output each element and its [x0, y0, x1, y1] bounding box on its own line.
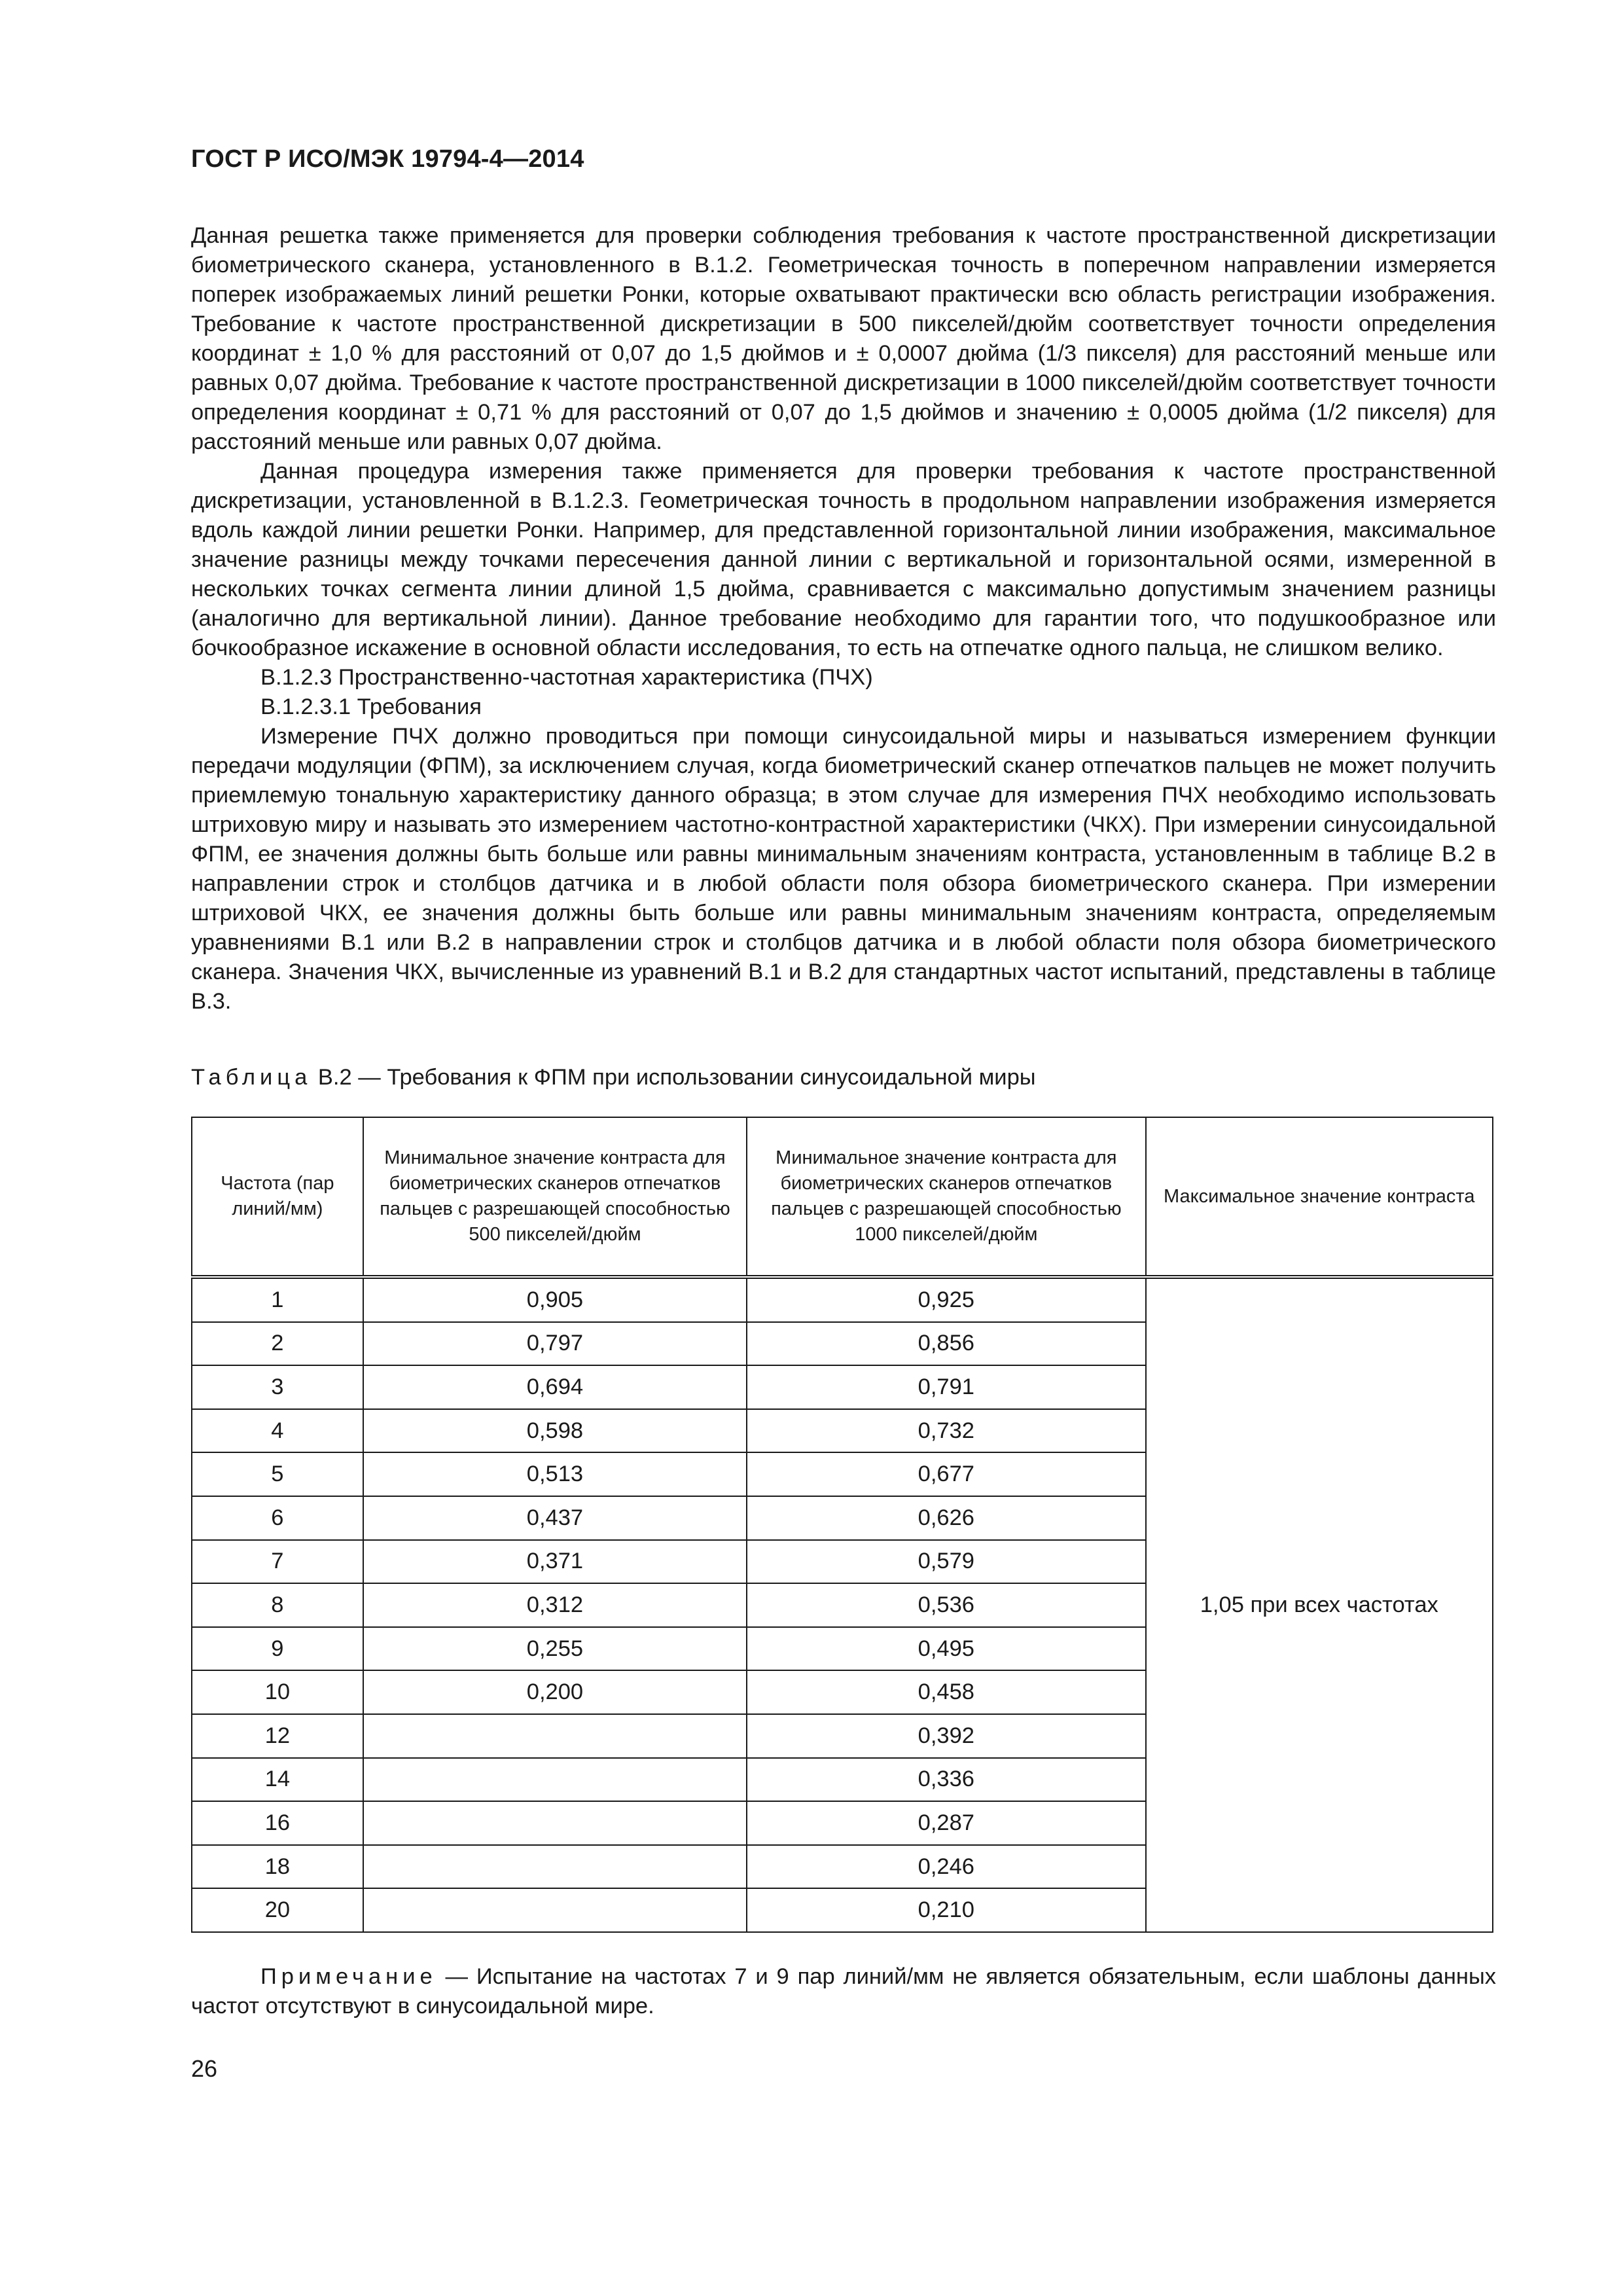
cell-min-1000: 0,495: [747, 1627, 1145, 1671]
cell-min-500: [363, 1758, 747, 1802]
cell-frequency: 14: [192, 1758, 363, 1802]
cell-min-1000: 0,210: [747, 1888, 1145, 1932]
header-min-1000: Минимальное значение контраста для биометрических сканеров отпечатков пальцев с разрешающей способностью 1000 пикселей/дюйм: [747, 1117, 1145, 1277]
cell-frequency: 8: [192, 1583, 363, 1627]
cell-frequency: 5: [192, 1452, 363, 1496]
document-header: ГОСТ Р ИСО/МЭК 19794-4—2014: [191, 145, 584, 173]
cell-min-1000: 0,677: [747, 1452, 1145, 1496]
cell-min-500: 0,513: [363, 1452, 747, 1496]
cell-min-1000: 0,791: [747, 1365, 1145, 1409]
cell-frequency: 10: [192, 1670, 363, 1714]
cell-min-500: [363, 1845, 747, 1889]
cell-min-500: 0,255: [363, 1627, 747, 1671]
cell-frequency: 7: [192, 1540, 363, 1584]
cell-frequency: 1: [192, 1277, 363, 1322]
cell-frequency: 16: [192, 1801, 363, 1845]
header-frequency: Частота (пар линий/мм): [192, 1117, 363, 1277]
cell-min-500: 0,437: [363, 1496, 747, 1540]
table-header-row: [192, 1117, 1493, 1277]
cell-min-500: [363, 1888, 747, 1932]
cell-min-500: [363, 1801, 747, 1845]
cell-min-1000: 0,536: [747, 1583, 1145, 1627]
cell-min-500: 0,905: [363, 1277, 747, 1322]
note-text: — Испытание на частотах 7 и 9 пар линий/мм не является обязательным, если шаблоны данных частот отсутствуют в синусоидальной мире.: [191, 1964, 1496, 2018]
cell-min-500: 0,312: [363, 1583, 747, 1627]
subsection-heading: В.1.2.3.1 Требования: [260, 694, 482, 719]
table-note: [191, 1962, 1496, 2021]
cell-min-500: [363, 1714, 747, 1758]
cell-min-1000: 0,856: [747, 1322, 1145, 1366]
cell-min-500: 0,371: [363, 1540, 747, 1584]
cell-frequency: 4: [192, 1409, 363, 1453]
cell-frequency: 9: [192, 1627, 363, 1671]
cell-min-1000: 0,579: [747, 1540, 1145, 1584]
cell-min-1000: 0,925: [747, 1277, 1145, 1322]
table-caption-title: В.2 — Требования к ФПМ при использовании синусоидальной миры: [312, 1065, 1036, 1090]
header-max-contrast: Максимальное значение контраста: [1146, 1117, 1493, 1277]
cell-min-1000: 0,336: [747, 1758, 1145, 1802]
note-label: Примечание: [260, 1964, 437, 1989]
table-row: [192, 1277, 1493, 1322]
cell-min-1000: 0,626: [747, 1496, 1145, 1540]
requirements-table: [191, 1117, 1493, 1933]
body-text: [191, 221, 1496, 1016]
cell-min-500: 0,200: [363, 1670, 747, 1714]
cell-frequency: 12: [192, 1714, 363, 1758]
cell-max-contrast: 1,05 при всех частотах: [1146, 1277, 1493, 1932]
header-min-500: Минимальное значение контраста для биометрических сканеров отпечатков пальцев с разрешающей способностью 500 пикселей/дюйм: [363, 1117, 747, 1277]
cell-min-500: 0,598: [363, 1409, 747, 1453]
table-caption-label: Таблица: [191, 1065, 312, 1090]
cell-min-1000: 0,392: [747, 1714, 1145, 1758]
cell-frequency: 18: [192, 1845, 363, 1889]
cell-frequency: 6: [192, 1496, 363, 1540]
note-paragraph: [191, 1962, 1496, 2021]
cell-frequency: 3: [192, 1365, 363, 1409]
cell-min-1000: 0,458: [747, 1670, 1145, 1714]
cell-frequency: 2: [192, 1322, 363, 1366]
cell-min-1000: 0,732: [747, 1409, 1145, 1453]
paragraph: Измерение ПЧХ должно проводиться при помощи синусоидальной миры и называться измерением функции передачи модуляции (ФПМ), за исключением случая, когда биометрический сканер отпечатков пальцев не может получить приемлемую тональную характеристику данного образца; в этом случае для измерения ПЧХ необходимо использовать штриховую миру и называть это измерением частотно-контрастной характеристики (ЧКХ). При измерении синусоидальной ФПМ, ее значения должны быть больше или равны минимальным значениям контраста, установленным в таблице В.2 в направлении строк и столбцов датчика и в любой области поля обзора биометрического сканера. При измерении штриховой ЧКХ, ее значения должны быть больше или равны минимальным значениям контраста, определяемым уравнениями В.1 или В.2 в направлении строк и столбцов датчика и в любой области поля обзора биометрического сканера. Значения ЧКХ, вычисленные из уравнений В.1 и В.2 для стандартных частот испытаний, представлены в таблице В.3.: [191, 724, 1496, 1014]
table-caption: [191, 1063, 1036, 1092]
paragraph: Данная процедура измерения также применяется для проверки требования к частоте пространственной дискретизации, установленной в В.1.2.3. Геометрическая точность в продольном направлении изображения измеряется вдоль каждой линии решетки Ронки. Например, для представленной горизонтальной линии изображения, максимальное значение разницы между точками пересечения данной линии с вертикальной и горизонтальной осями, измеренной в нескольких точках сегмента линии длиной 1,5 дюйма, сравнивается с максимально допустимым значением разницы (аналогично для вертикальной линии). Данное требование необходимо для гарантии того, что подушкообразное или бочкообразное искажение в основной области исследования, то есть на отпечатке одного пальца, не слишком велико.: [191, 459, 1496, 660]
paragraph: Данная решетка также применяется для проверки соблюдения требования к частоте пространственной дискретизации биометрического сканера, установленного в В.1.2. Геометрическая точность в поперечном направлении измеряется поперек изображаемых линий решетки Ронки, которые охватывают практически всю область регистрации изображения. Требование к частоте пространственной дискретизации в 500 пикселей/дюйм соответствует точности определения координат ± 1,0 % для расстояний от 0,07 до 1,5 дюймов и ± 0,0007 дюйма (1/3 пикселя) для расстояний меньше или равных 0,07 дюйма. Требование к частоте пространственной дискретизации в 1000 пикселей/дюйм соответствует точности определения координат ± 0,71 % для расстояний от 0,07 до 1,5 дюймов и значению ± 0,0005 дюйма (1/2 пикселя) для расстояний меньше или равных 0,07 дюйма.: [191, 223, 1496, 454]
cell-min-500: 0,694: [363, 1365, 747, 1409]
section-heading: В.1.2.3 Пространственно-частотная характеристика (ПЧХ): [260, 665, 873, 690]
cell-min-1000: 0,287: [747, 1801, 1145, 1845]
cell-min-500: 0,797: [363, 1322, 747, 1366]
cell-frequency: 20: [192, 1888, 363, 1932]
cell-min-1000: 0,246: [747, 1845, 1145, 1889]
page-number: 26: [191, 2055, 218, 2082]
